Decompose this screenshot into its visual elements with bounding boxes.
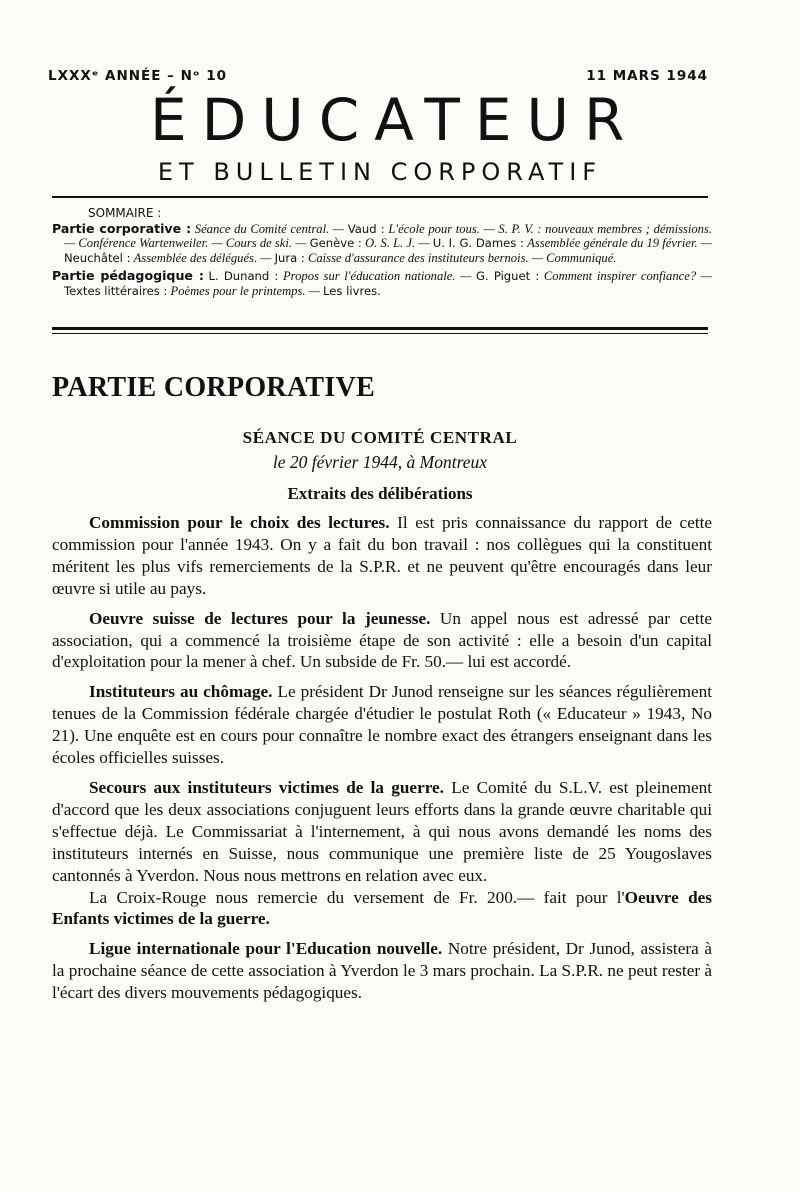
summary-text: Assemblée des délégués. —: [133, 250, 272, 265]
paragraph-text: Il est pris connaissance du rapport de cette commission pour l'année 1943. On y a fait du bon travail : nos collègues qui la constituent méritent les plus vifs remerciements de la S.P.R. et ne peuvent qu'être encouragés dans leur œuvre si utile au pays.: [52, 513, 712, 598]
paragraph-bold-end: Oeuvre des Enfants victimes de la guerre.: [52, 887, 712, 929]
summary-section-name: Les livres.: [323, 283, 381, 298]
paragraph-lead: Secours aux instituteurs victimes de la guerre.: [89, 777, 444, 797]
summary-pedagogique-label: Partie pédagogique :: [52, 268, 204, 284]
article-subheading: Extraits des délibérations: [287, 484, 473, 503]
paragraph: [52, 938, 712, 1004]
paragraph-lead: Commission pour le choix des lectures.: [89, 513, 390, 532]
summary-text: Propos sur l'éducation nationale. —: [282, 269, 472, 284]
summary-text: L'école pour tous. — S. P. V. : nouveaux membres ; démissions. — Conférence Wartenweiler. — Cours de ski. —: [64, 221, 713, 251]
paragraph: [52, 512, 712, 600]
journal-title: ÉDUCATEUR: [150, 86, 640, 154]
summary-section-name: Vaud :: [347, 221, 385, 236]
summary-rule-bottom: [52, 333, 708, 334]
paragraph-text: Le président Dr Junod renseigne sur les séances régulièrement tenues de la Commission fédérale chargée d'étudier le postulat Roth (« Educateur » 1943, No 21). Une enquête est en cours pour connaître le nombre exact des étrangers enseignant dans les écoles officielles suisses.: [52, 682, 712, 768]
summary-text: Poèmes pour le printemps. —: [170, 283, 320, 298]
summary-section-name: Jura :: [274, 250, 305, 265]
summary-section-name: Neuchâtel :: [64, 250, 131, 265]
issue-date: 11 MARS 1944: [586, 68, 708, 84]
article-heading: SÉANCE DU COMITÉ CENTRAL: [242, 428, 518, 447]
summary-text: Assemblée générale du 19 février. —: [527, 236, 712, 251]
paragraph: [52, 608, 712, 674]
paragraph-text: Le Comité du S.L.V. est pleinement d'accord que les deux associations conjuguent leurs efforts dans la grande œuvre charitable qui s'effectue déjà. Le Commissariat à l'internement, à qui nous avons demandé les noms des instituteurs internés en Suisse, nous communique une première liste de 25 Yougoslaves cantonnés à Yverdon. Nous nous mettrons en relation avec eux.: [52, 777, 712, 885]
summary-text: O. S. L. J. —: [365, 236, 430, 251]
summary-author: G. Piguet :: [475, 269, 540, 284]
summary-box: [52, 206, 712, 299]
summary-text: Séance du Comité central. —: [194, 221, 345, 236]
paragraph-lead: Oeuvre suisse de lectures pour la jeunesse.: [89, 608, 431, 628]
article-body: [52, 512, 712, 1012]
summary-section-name: Textes littéraires :: [64, 283, 168, 298]
summary-corporative-label: Partie corporative :: [52, 220, 192, 236]
summary-pedagogique: [52, 269, 712, 298]
summary-author: L. Dunand :: [208, 269, 279, 284]
summary-text: Comment inspirer confiance? —: [543, 269, 712, 284]
section-title: PARTIE CORPORATIVE: [52, 372, 376, 403]
article-date: le 20 février 1944, à Montreux: [272, 452, 488, 472]
paragraph-lead: Ligue internationale pour l'Education nouvelle.: [89, 939, 443, 959]
summary-section-name: U. I. G. Dames :: [432, 236, 524, 251]
paragraph-text: Notre président, Dr Junod, assistera à la prochaine séance de cette association à Yverdon le 3 mars prochain. La S.P.R. ne peut rester à l'écart des divers mouvements pédagogiques.: [52, 939, 712, 1003]
journal-subtitle: ET BULLETIN CORPORATIF: [157, 158, 603, 186]
summary-heading: SOMMAIRE :: [88, 206, 162, 220]
summary-text: Caisse d'assurance des instituteurs bernois. — Communiqué.: [307, 250, 617, 265]
paragraph: [52, 681, 712, 769]
masthead-line: [48, 68, 708, 84]
header-rule: [52, 196, 708, 198]
paragraph-text: Un appel nous est adressé par cette association, qui a commencé la troisième étape de son activité : elle a besoin d'un capital d'exploitation pour la mener à chef. Un subside de Fr. 50.— lui est accordé.: [52, 608, 712, 672]
summary-rule-top: [52, 327, 708, 330]
issue-number: LXXXᵉ ANNÉE – Nᵒ 10: [48, 68, 228, 84]
paragraph: [52, 777, 712, 887]
summary-corporative: [52, 222, 712, 266]
paragraph: [52, 887, 712, 931]
paragraph-lead: Instituteurs au chômage.: [89, 682, 273, 702]
summary-section-name: Genève :: [309, 236, 362, 251]
paragraph-text: La Croix-Rouge nous remercie du versement de Fr. 200.— fait pour l': [89, 887, 625, 907]
